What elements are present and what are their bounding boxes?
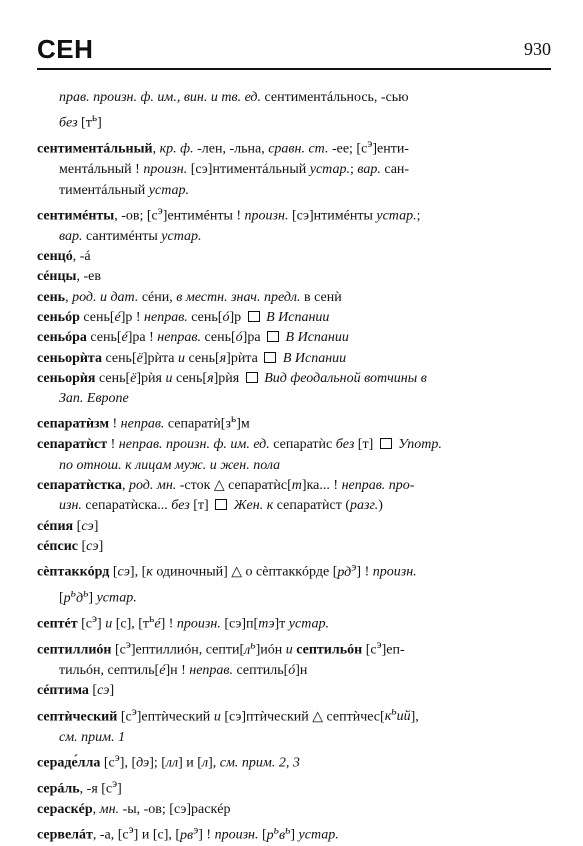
entry-continuation-line: вар. сантимéнты устар. bbox=[59, 228, 202, 244]
entry-line: сéпия [сэ] bbox=[37, 518, 99, 534]
header-rule bbox=[37, 68, 551, 70]
entry-continuation-line: прав. произн. ф. им., вин. и тв. ед. сентиментáльнось, -сью bbox=[59, 90, 409, 105]
entry-line: сепаратѝзм ! неправ. $сепаратѝ[з^ь]м$ bbox=[37, 412, 250, 433]
entry-line: сèптаккóрд [сэ], [к одиночный] △ о сèптаккóрде $[рд^э]$ ! произн. bbox=[37, 560, 417, 580]
entry-line: сéптима [сэ] bbox=[37, 683, 115, 699]
entry-continuation-line: $[р^ьд^ь]$ устар. bbox=[59, 586, 137, 606]
entry-line: септиллиóн $[с^э]ептиллиóн$, $септи[л^ь]иóн$ и септильóн $[с^э]еп-$ bbox=[37, 638, 405, 658]
entry-line: серáль, -я $[с^э]$ bbox=[37, 776, 122, 797]
dictionary-entries bbox=[37, 88, 551, 846]
entry-line: сéпсис [сэ] bbox=[37, 538, 104, 554]
entry-line: сентиментáльный, кр. ф. -лен, -льна, сравн. ст. -ее; $[с^э]енти-$ bbox=[37, 137, 409, 157]
entry-continuation-line: без $[т^ь]$ bbox=[59, 111, 102, 131]
entry-line: септѝческий $[с^э]ептѝческий$ и [сэ]птѝческий △ $септѝчес[к^ьий]$, bbox=[37, 704, 419, 725]
entry-continuation-line: по отнош. к лицам муж. и жен. пола bbox=[59, 457, 281, 473]
entry-line: сераде́лла $[с^э]$, [дэ]; [лл] и [л], см. прим. 2, 3 bbox=[37, 750, 300, 771]
entry-line: септéт $[с^э]$ и [с], $[т^ьé]$ ! произн. [сэ]п[тэ]т устар. bbox=[37, 612, 330, 632]
page-number: 930 bbox=[524, 39, 551, 59]
entry-line: сеньорѝта сень[ё]рѝта и сень[я]рѝта В Испании bbox=[37, 350, 347, 366]
entry-continuation-line: см. прим. 1 bbox=[59, 729, 126, 745]
entry-line: сепаратѝстка, род. мн. -сток △ сепаратѝс[т]ка... ! неправ. про- bbox=[37, 477, 415, 493]
entry-line: сень, род. и дат. сéни, в местн. знач. предл. в сенѝ bbox=[37, 289, 342, 305]
entry-continuation-line: тильóн, септиль[é]н ! неправ. септиль[ó]н bbox=[59, 662, 308, 678]
entry-line: сéнцы, -ев bbox=[37, 269, 101, 285]
entry-line: сепаратѝст ! неправ. произн. ф. им. ед. сепаратѝс без [т] Употр. bbox=[37, 437, 442, 453]
running-headword: СЕН bbox=[37, 34, 94, 64]
entry-continuation-line: тиментáльный устар. bbox=[59, 182, 189, 198]
entry-line: сентимéнты, -ов; $[с^э]ентимéнты$ ! произн. [сэ]нтимéнты устар.; bbox=[37, 203, 421, 224]
entry-line: сеньóра сень[é]ра ! неправ. сень[ó]ра В Испании bbox=[37, 330, 349, 346]
entry-line: сеньорѝя сень[ё]рѝя и сень[я]рѝя Вид феодальной вотчины в bbox=[37, 370, 427, 386]
entry-continuation-line: ментáльный ! произн. [сэ]нтиментáльный устар.; вар. сан- bbox=[59, 162, 410, 178]
entry-continuation-line: изн. сепаратѝска... без [т] Жен. к сепаратѝст (разг.) bbox=[59, 498, 383, 514]
entry-line: сенцó, -á bbox=[37, 249, 91, 265]
entry-line: сервелáт, -а, $[с^э]$ и [с], $[рв^э]$ ! произн. $[р^ьв^ь]$ устар. bbox=[37, 823, 339, 843]
entry-continuation-line: Зап. Европе bbox=[59, 391, 129, 407]
entry-line: сеньóр сень[é]р ! неправ. сень[ó]р В Испании bbox=[37, 309, 330, 325]
entry-line: сераскéр, мн. -ы, -ов; [сэ]раскéр bbox=[37, 801, 231, 817]
page-header bbox=[37, 34, 551, 66]
